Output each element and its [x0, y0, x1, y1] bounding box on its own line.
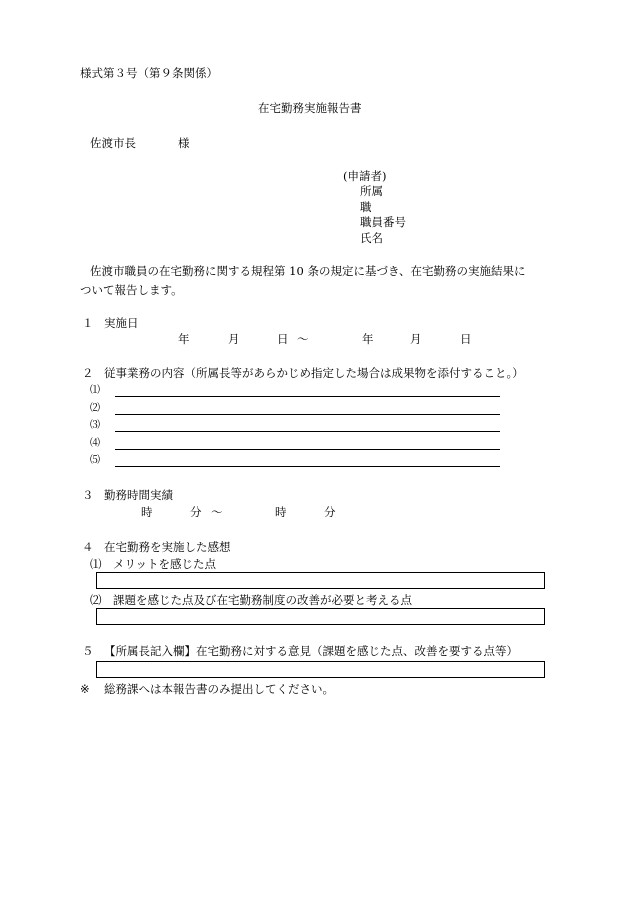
- section3-hour-end: 時: [275, 505, 287, 519]
- section3-minute-start: 分: [190, 505, 202, 519]
- intro-line-2: ついて報告します。: [80, 283, 183, 297]
- section2-item-5-line[interactable]: [115, 466, 500, 467]
- section1-month-start: 月: [228, 332, 240, 346]
- form-number: 様式第３号（第９条関係）: [80, 66, 218, 80]
- note-text: 総務課へは本報告書のみ提出してください。: [104, 682, 334, 696]
- applicant-employee-number-label: 職員番号: [360, 215, 406, 229]
- section2-item-1-label: ⑴: [90, 385, 100, 396]
- section1-day-start: 日: [277, 332, 289, 346]
- section1-month-end: 月: [410, 332, 422, 346]
- section4-number: ４: [82, 540, 94, 554]
- section1-title: 実施日: [104, 316, 139, 330]
- section3-title: 勤務時間実績: [104, 488, 173, 502]
- section2-item-1-line[interactable]: [115, 396, 500, 397]
- section2-title: 従事業務の内容（所属長等があらかじめ指定した場合は成果物を添付すること。）: [104, 366, 524, 380]
- section1-year-start: 年: [178, 332, 190, 346]
- applicant-heading: (申請者): [343, 169, 387, 183]
- section3-tilde: ～: [211, 505, 223, 519]
- applicant-name-label: 氏名: [360, 231, 383, 245]
- applicant-position-label: 職: [360, 200, 372, 214]
- section4-title: 在宅勤務を実施した感想: [104, 540, 231, 554]
- section4-sub2-label: ⑵ 課題を感じた点及び在宅勤務制度の改善が必要と考える点: [90, 593, 412, 607]
- section5-title: 【所属長記入欄】在宅勤務に対する意見（課題を感じた点、改善を要する点等）: [104, 644, 518, 658]
- section1-year-end: 年: [362, 332, 374, 346]
- section4-sub1-label: ⑴ メリットを感じた点: [90, 557, 217, 571]
- section2-item-2-line[interactable]: [115, 414, 500, 415]
- section2-item-3-line[interactable]: [115, 431, 500, 432]
- form-title: 在宅勤務実施報告書: [258, 101, 362, 115]
- section2-item-3-label: ⑶: [90, 420, 100, 431]
- section5-supervisor-opinion-field[interactable]: [96, 661, 545, 678]
- section1-tilde: ～: [297, 332, 309, 346]
- section3-hour-start: 時: [141, 505, 153, 519]
- section2-item-2-label: ⑵: [90, 403, 100, 414]
- applicant-department-label: 所属: [360, 184, 383, 198]
- section2-item-4-line[interactable]: [115, 449, 500, 450]
- section1-day-end: 日: [460, 332, 472, 346]
- section4-merits-field[interactable]: [96, 572, 545, 589]
- section2-number: ２: [82, 366, 94, 380]
- intro-line-1: 佐渡市職員の在宅勤務に関する規程第 10 条の規定に基づき、在宅勤務の実施結果に: [90, 264, 526, 278]
- section4-issues-field[interactable]: [96, 608, 545, 625]
- addressee-honorific: 様: [178, 136, 190, 150]
- section3-minute-end: 分: [324, 505, 336, 519]
- note-mark: ※: [80, 682, 90, 696]
- addressee-name: 佐渡市長: [90, 136, 136, 150]
- section1-number: １: [82, 316, 94, 330]
- section2-item-4-label: ⑷: [90, 438, 100, 449]
- section2-item-5-label: ⑸: [90, 455, 100, 466]
- section3-number: ３: [82, 488, 94, 502]
- section5-number: ５: [82, 644, 94, 658]
